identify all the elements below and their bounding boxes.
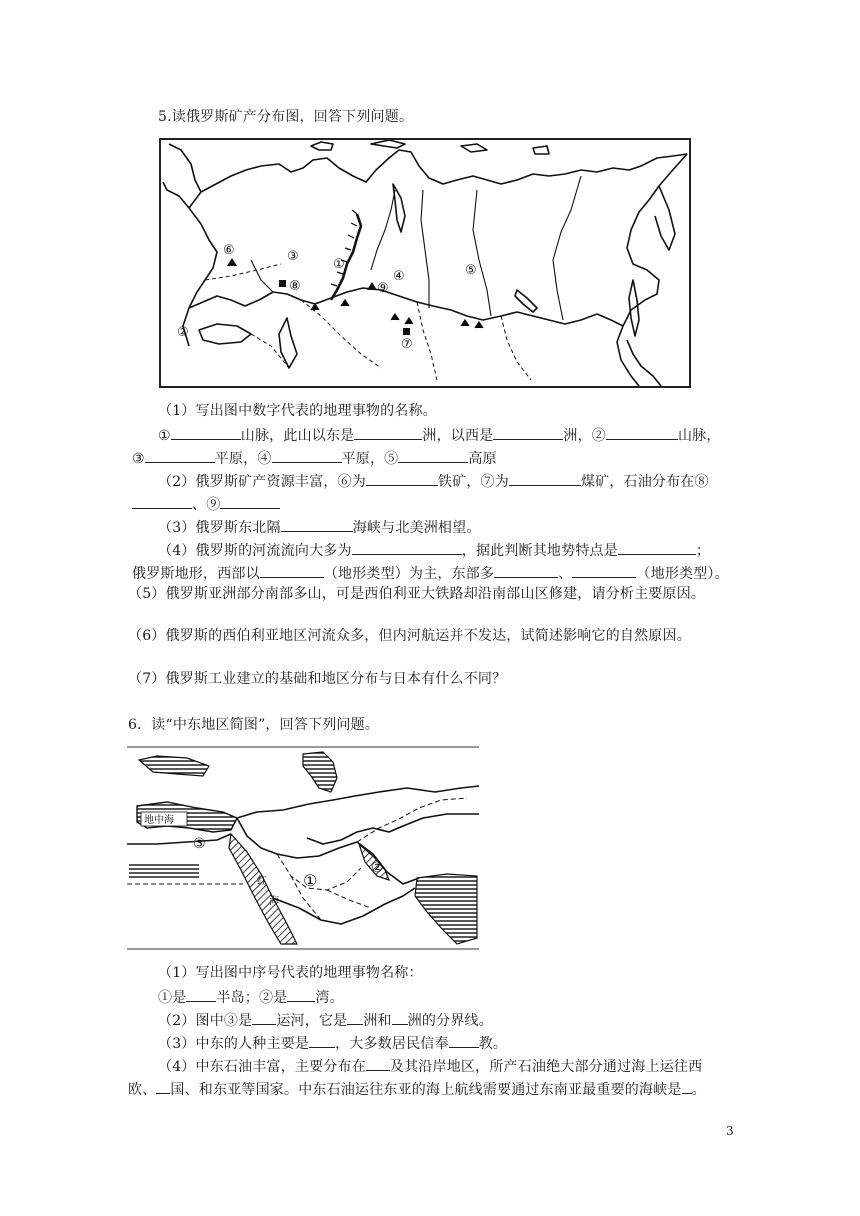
q5-title: 5.读俄罗斯矿产分布图，回答下列问题。	[158, 109, 414, 125]
map-label-red-2: 海	[269, 896, 279, 907]
blank[interactable]	[281, 517, 353, 532]
map-marker-3: ③	[193, 836, 206, 852]
q5-part4-line2: 俄罗斯地形，西部以 （地形类型）为主，东部多 、 （地形类型）。	[132, 563, 729, 583]
blank[interactable]	[354, 425, 422, 440]
q6-part2: （2）图中③是 运河，它是 洲和 洲的分界线。	[158, 1010, 493, 1030]
marker-2: ②	[177, 325, 189, 340]
blank[interactable]	[132, 494, 192, 509]
marker-8: ⑧	[289, 279, 301, 294]
blank[interactable]	[392, 1010, 408, 1025]
russia-map-drawing	[161, 140, 689, 386]
q6-part4-line2: 欧、 国、和东亚等国家。中东石油运往东亚的海上航线需要通过东南亚最重要的海峡是 。	[128, 1079, 706, 1099]
oil-symbol-9	[367, 282, 377, 290]
blank[interactable]	[156, 1079, 170, 1094]
coal-symbol	[403, 328, 410, 335]
blank[interactable]	[287, 987, 315, 1002]
page-number: 3	[726, 1124, 734, 1138]
marker-9: ⑨	[377, 281, 389, 296]
marker-4: ④	[393, 269, 405, 284]
q5-part1-heading: （1）写出图中数字代表的地理事物的名称。	[158, 403, 437, 419]
middle-east-map-drawing	[127, 748, 479, 948]
blank[interactable]	[186, 987, 216, 1002]
q6-part4-line1: （4）中东石油丰富，主要分布在 及其沿岸地区，所产石油绝大部分通过海上运往西	[158, 1056, 702, 1076]
blank[interactable]	[509, 471, 581, 486]
q5-part1-line1: ① 山脉，此山以东是 洲，以西是 洲，② 山脉，	[158, 425, 721, 445]
blank[interactable]	[309, 1033, 335, 1048]
q6-part1-heading: （1）写出图中序号代表的地理事物名称：	[158, 965, 423, 981]
blank[interactable]	[494, 563, 558, 578]
middle-east-map	[127, 746, 479, 950]
q5-part6: （6）俄罗斯的西伯利亚地区河流众多，但内河航运并不发达，试简述影响它的自然原因。	[128, 628, 691, 644]
blank[interactable]	[398, 448, 468, 463]
marker-7: ⑦	[401, 337, 413, 352]
oil-symbol-8	[279, 280, 286, 287]
marker-3: ③	[287, 249, 299, 264]
q5-part1-line2: ③ 平原，④ 平原，⑤ 高原	[132, 448, 497, 468]
blank[interactable]	[347, 1010, 363, 1025]
q5-part2-line1: （2）俄罗斯矿产资源丰富，⑥为 铁矿，⑦为 煤矿，石油分布在⑧	[158, 471, 709, 491]
blank[interactable]	[260, 563, 324, 578]
blank[interactable]	[171, 425, 241, 440]
q5-part3: （3）俄罗斯东北隔 海峡与北美洲相望。	[158, 517, 481, 537]
blank[interactable]	[366, 471, 438, 486]
q6-part3: （3）中东的人种主要是 ，大多数居民信奉 教。	[158, 1033, 507, 1053]
blank[interactable]	[572, 563, 636, 578]
marker-1: ①	[333, 257, 345, 272]
q5-part5: （5）俄罗斯亚洲部分南部多山，可是西伯利亚大铁路却沿南部山区修建，请分析主要原因。	[128, 586, 706, 602]
blank[interactable]	[366, 1056, 390, 1071]
blank[interactable]	[220, 494, 280, 509]
marker-5: ⑤	[465, 263, 477, 278]
map-label-red-1: 红	[257, 876, 267, 887]
map-label-mediterranean: 地中海	[144, 815, 174, 826]
q5-part2-line2: 、⑨	[132, 494, 280, 514]
blank[interactable]	[449, 1033, 479, 1048]
blank[interactable]	[493, 425, 563, 440]
blank[interactable]	[272, 448, 342, 463]
russia-mineral-map	[159, 138, 691, 388]
marker-6: ⑥	[223, 243, 235, 258]
iron-ore-symbol	[227, 258, 237, 266]
blank[interactable]	[618, 540, 696, 555]
blank[interactable]	[352, 540, 462, 555]
blank[interactable]	[252, 1010, 276, 1025]
map-marker-2: ②	[371, 860, 384, 876]
blank[interactable]	[606, 425, 678, 440]
q5-part4-line1: （4）俄罗斯的河流流向大多为 ，据此判断其地势特点是 ；	[158, 540, 710, 560]
map-marker-1: ①	[303, 871, 318, 890]
q6-title: 6．读“中东地区简图”，回答下列问题。	[128, 717, 380, 733]
q5-part7: （7）俄罗斯工业建立的基础和地区分布与日本有什么不同？	[128, 671, 507, 687]
blank[interactable]	[682, 1079, 692, 1094]
blank[interactable]	[145, 448, 215, 463]
q6-part1: ①是 半岛；②是 湾。	[158, 987, 344, 1007]
